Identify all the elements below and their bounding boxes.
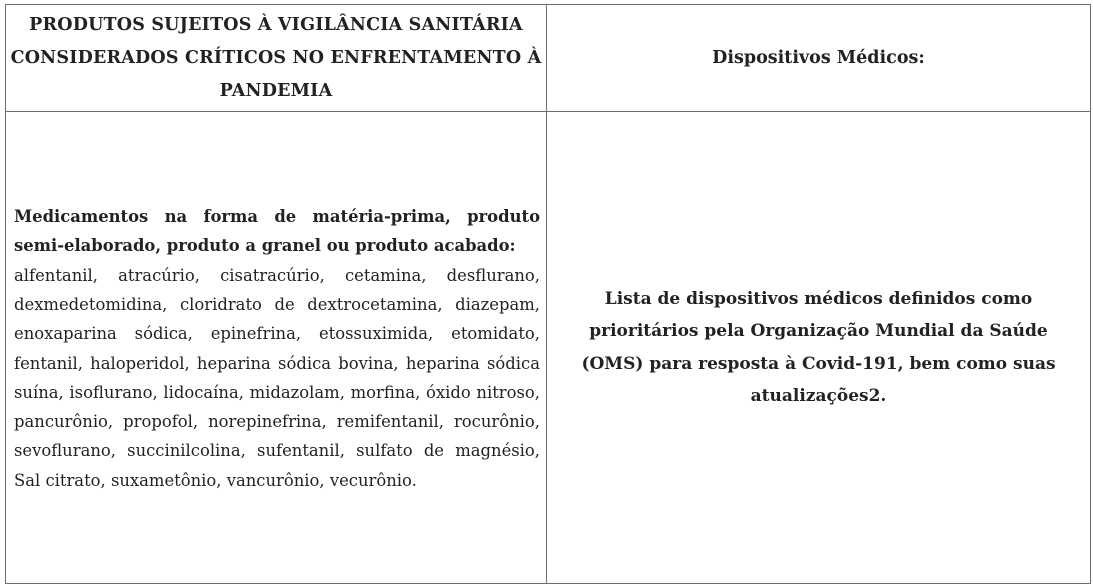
header-devices-cell [547,5,1091,112]
medicines-cell [6,112,547,584]
devices-cell [547,112,1091,584]
header-products-title: PRODUTOS SUJEITOS À VIGILÂNCIA SANITÁRIA CONSIDERADOS CRÍTICOS NO ENFRENTAMENTO À PANDEMIA [10,14,542,101]
medicines-list: alfentanil, atracúrio, cisatracúrio, cetamina, desflurano, dexmedetomidina, cloridrato de dextrocetamina, diazepam, enoxaparina sódica, epinefrina, etossuximida, etomidato, fentanil, haloperidol, heparina sódica bovina, heparina sódica suína, isoflurano, lidocaína, midazolam, morfina, óxido nitroso, pancurônio, propofol, norepinefrina, remifentanil, rocurônio, sevoflurano, succinilcolina, sufentanil, sulfato de magnésio, Sal citrato, suxametônio, vancurônio, vecurônio. [14,265,540,490]
devices-description: Lista de dispositivos médicos definidos como prioritários pela Organização Mundial da Saúde (OMS) para resposta à Covid-191, bem como suas atualizações2. [581,288,1056,406]
header-row [6,5,1091,112]
products-table [5,4,1091,584]
header-products-cell [6,5,547,112]
header-devices-title: Dispositivos Médicos: [712,48,925,68]
medicines-intro: Medicamentos na forma de matéria-prima, produto semi-elaborado, produto a granel ou produto acabado: [14,207,540,256]
content-row [6,112,1091,584]
